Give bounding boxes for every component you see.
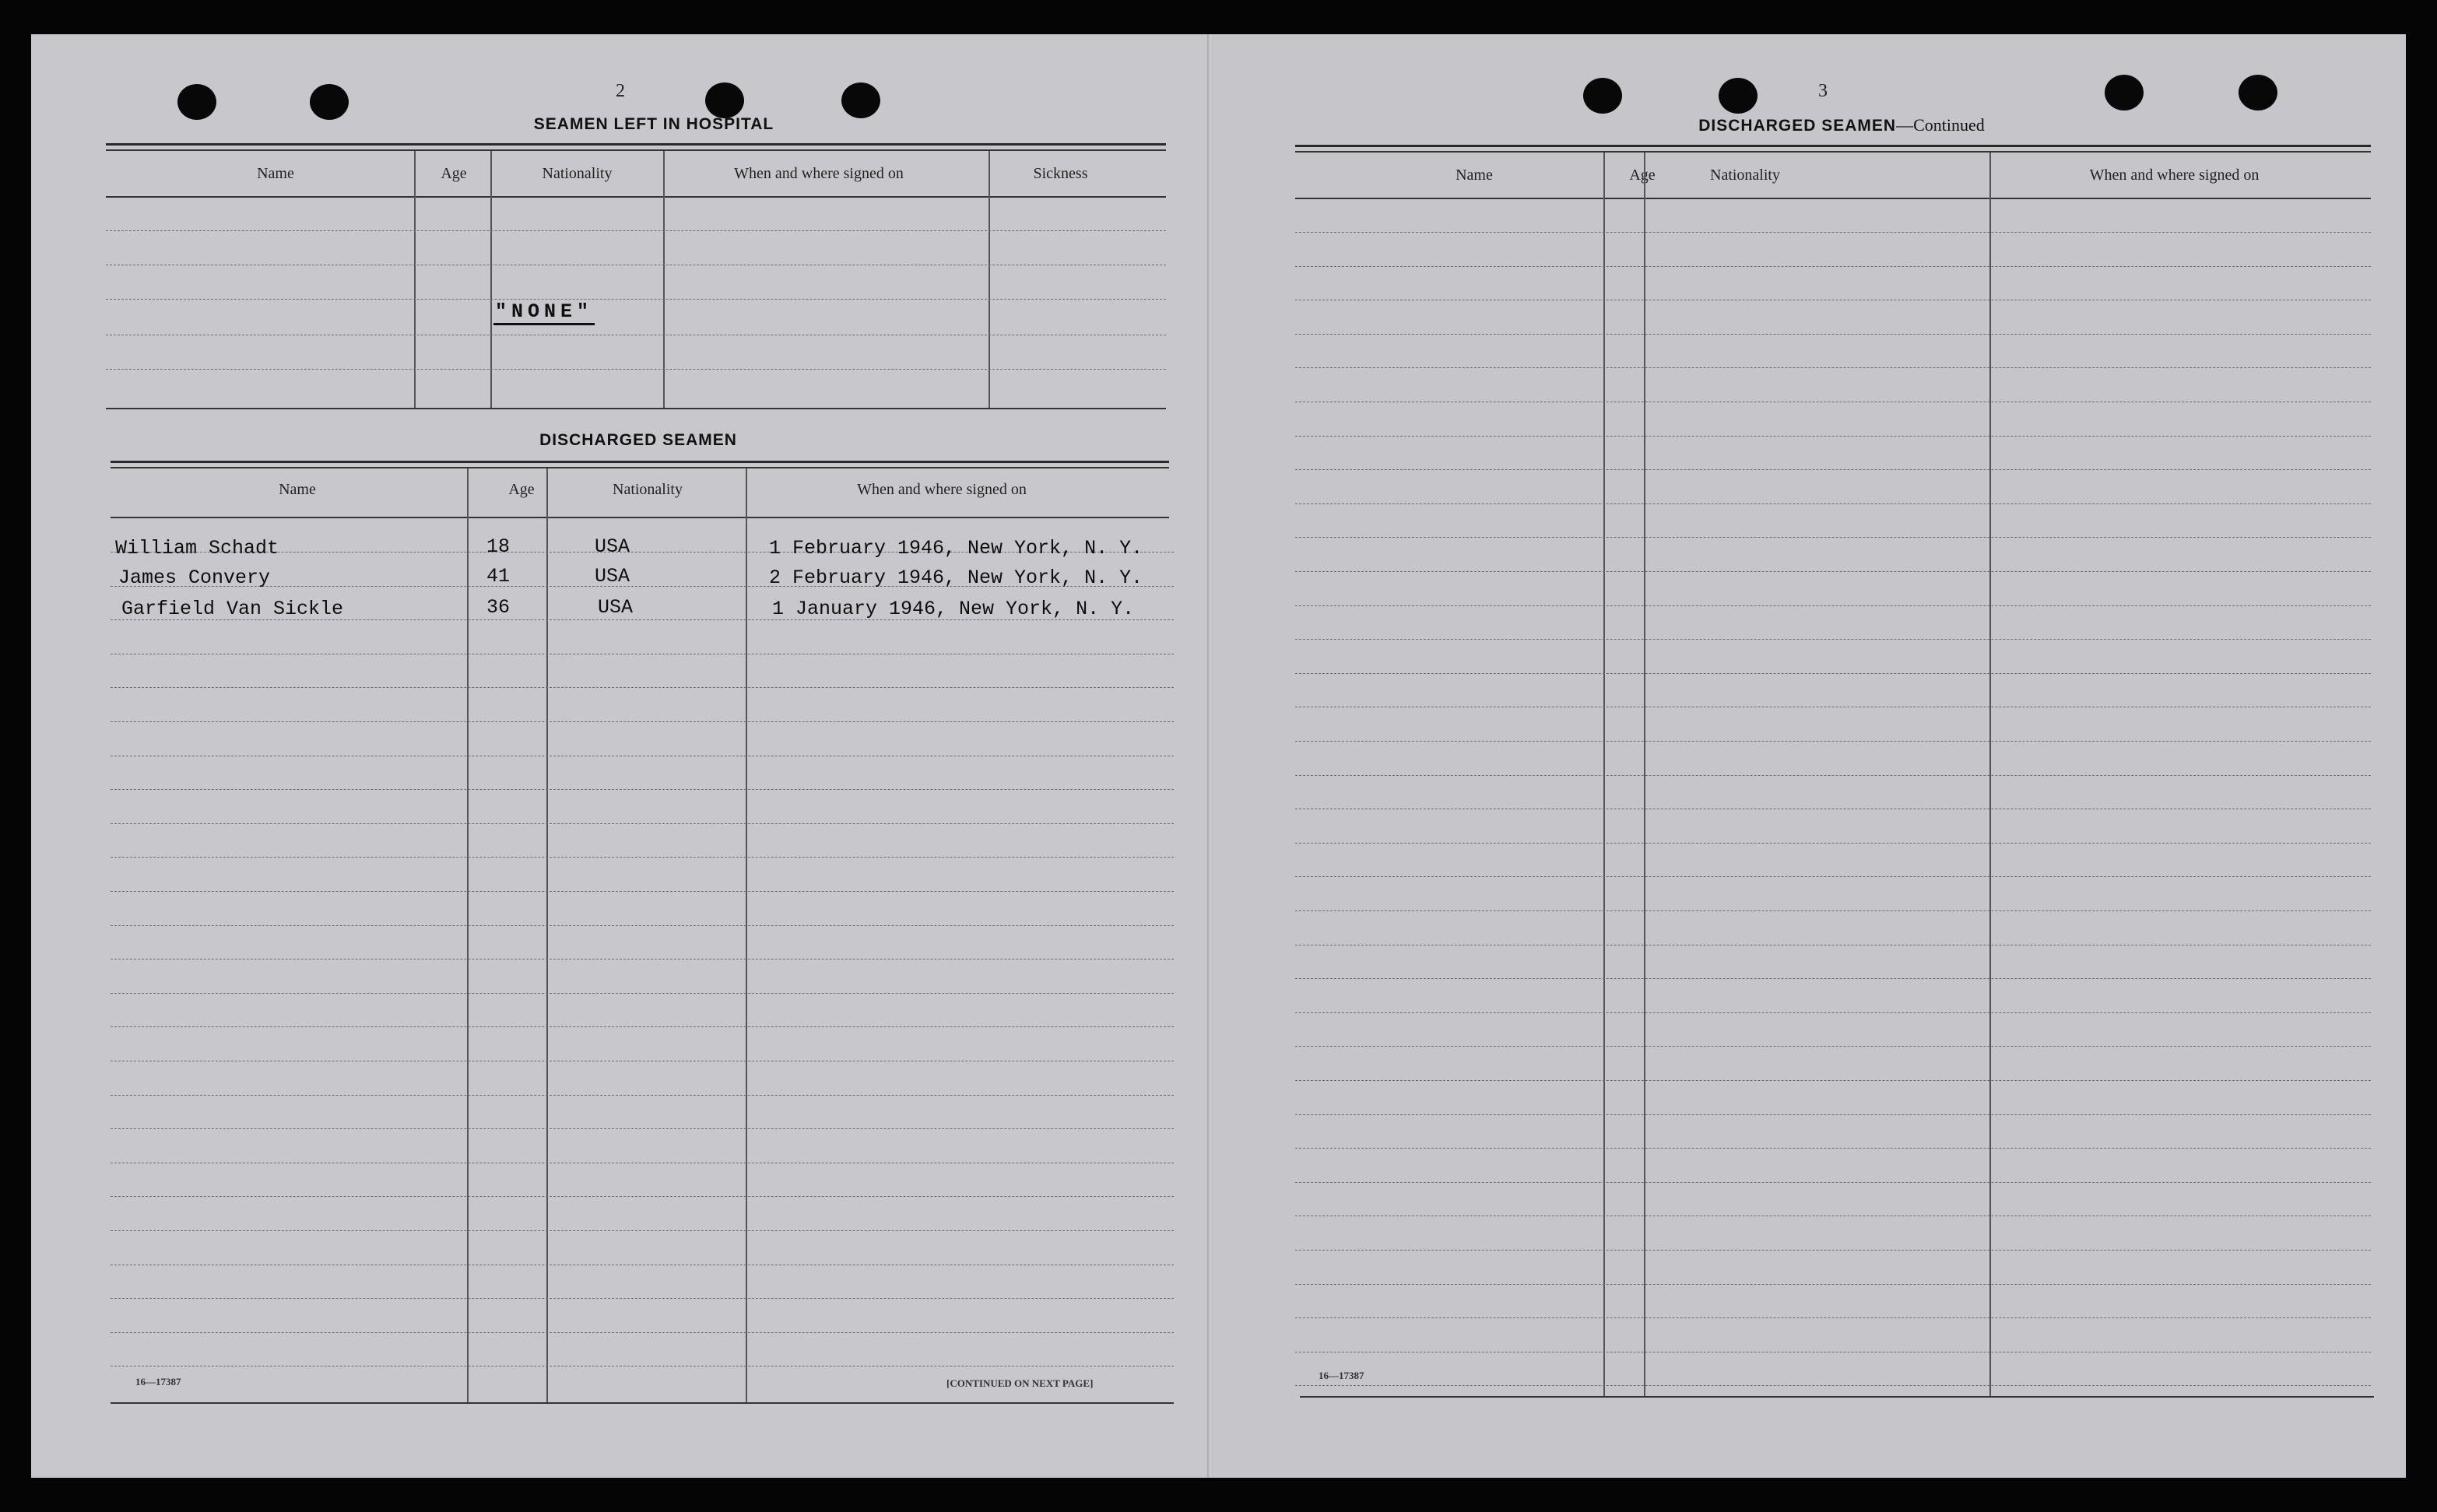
column-header-signed-on: When and where signed on bbox=[2089, 167, 2260, 184]
row-rule bbox=[1295, 367, 2371, 368]
row-rule bbox=[111, 823, 1174, 824]
binder-hole bbox=[705, 82, 744, 118]
table-top-rule bbox=[1295, 145, 2371, 147]
seaman-signed-on: 1 February 1946, New York, N. Y. bbox=[769, 537, 1143, 560]
row-rule bbox=[1295, 843, 2371, 844]
column-header-age: Age bbox=[441, 165, 467, 182]
row-rule bbox=[1295, 469, 2371, 470]
column-header-sickness: Sickness bbox=[1033, 165, 1088, 182]
row-rule bbox=[1295, 1182, 2371, 1183]
binder-hole bbox=[2105, 75, 2144, 111]
row-rule bbox=[111, 789, 1174, 790]
column-divider bbox=[546, 468, 548, 1402]
discharged-continued-title bbox=[1569, 115, 2114, 135]
row-rule bbox=[1295, 1114, 2371, 1115]
column-header-name: Name bbox=[1456, 167, 1493, 184]
row-rule bbox=[111, 1026, 1174, 1027]
seaman-name: William Schadt bbox=[115, 537, 279, 560]
page-number: 2 bbox=[616, 81, 625, 101]
header-rule bbox=[106, 196, 1166, 198]
table-top-rule bbox=[111, 467, 1169, 468]
row-rule bbox=[1295, 571, 2371, 572]
column-header-age: Age bbox=[508, 481, 535, 498]
row-rule bbox=[1295, 1317, 2371, 1318]
table-bottom-rule bbox=[1300, 1396, 2374, 1398]
row-rule bbox=[1295, 741, 2371, 742]
discharged-section-title: DISCHARGED SEAMEN bbox=[539, 431, 737, 449]
row-rule bbox=[111, 891, 1174, 892]
row-rule bbox=[106, 230, 1166, 231]
row-rule bbox=[1295, 1012, 2371, 1013]
binder-hole bbox=[177, 84, 216, 120]
seaman-name: Garfield Van Sickle bbox=[121, 598, 344, 620]
seaman-nationality: USA bbox=[598, 596, 634, 619]
column-divider bbox=[746, 468, 747, 1402]
column-header-nationality: Nationality bbox=[613, 481, 683, 498]
column-header-name: Name bbox=[257, 165, 294, 182]
row-rule bbox=[1295, 1148, 2371, 1149]
title-text: DISCHARGED SEAMEN bbox=[1698, 117, 1897, 135]
header-rule bbox=[111, 517, 1169, 518]
row-rule bbox=[1295, 605, 2371, 606]
row-rule bbox=[111, 1298, 1174, 1299]
row-rule bbox=[1295, 334, 2371, 335]
table-top-rule bbox=[106, 143, 1166, 146]
table-bottom-rule bbox=[111, 1402, 1174, 1404]
column-divider bbox=[467, 468, 469, 1402]
row-rule bbox=[1295, 266, 2371, 267]
none-stamp: "NONE" bbox=[493, 300, 595, 325]
column-header-nationality: Nationality bbox=[1710, 167, 1780, 184]
seaman-signed-on: 1 January 1946, New York, N. Y. bbox=[772, 598, 1135, 620]
binder-hole bbox=[1583, 78, 1622, 114]
row-rule bbox=[106, 369, 1166, 370]
row-rule bbox=[111, 857, 1174, 858]
column-header-nationality: Nationality bbox=[542, 165, 613, 182]
right-page bbox=[1211, 34, 2406, 1478]
row-rule bbox=[1295, 537, 2371, 538]
row-rule bbox=[111, 1230, 1174, 1231]
row-rule bbox=[111, 1196, 1174, 1197]
row-rule bbox=[1295, 775, 2371, 776]
row-rule bbox=[1295, 503, 2371, 504]
column-header-name: Name bbox=[279, 481, 316, 498]
binder-hole bbox=[2239, 75, 2277, 111]
row-rule bbox=[111, 925, 1174, 926]
row-rule bbox=[1295, 673, 2371, 674]
binder-hole bbox=[841, 82, 880, 118]
seaman-nationality: USA bbox=[595, 535, 630, 558]
form-number: 16—17387 bbox=[1319, 1370, 1364, 1381]
row-rule bbox=[1295, 436, 2371, 437]
row-rule bbox=[1295, 232, 2371, 233]
form-number: 16—17387 bbox=[135, 1376, 181, 1387]
seaman-age: 18 bbox=[486, 535, 511, 558]
seaman-name: James Convery bbox=[118, 567, 271, 589]
column-header-signed-on: When and where signed on bbox=[857, 481, 1027, 498]
row-rule bbox=[106, 299, 1166, 300]
column-header-signed-on: When and where signed on bbox=[734, 165, 904, 182]
row-rule bbox=[111, 1332, 1174, 1333]
column-header-age: Age bbox=[1629, 167, 1656, 184]
table-top-rule bbox=[106, 149, 1166, 151]
hospital-section-title: SEAMEN LEFT IN HOSPITAL bbox=[533, 115, 774, 133]
row-rule bbox=[111, 721, 1174, 722]
left-page bbox=[31, 34, 1211, 1478]
seaman-age: 36 bbox=[486, 596, 511, 619]
row-rule bbox=[1295, 910, 2371, 911]
table-top-rule bbox=[111, 461, 1169, 463]
seaman-age: 41 bbox=[486, 565, 511, 588]
row-rule bbox=[111, 1128, 1174, 1129]
row-rule bbox=[1295, 1385, 2371, 1386]
row-rule bbox=[111, 687, 1174, 688]
page-number: 3 bbox=[1818, 81, 1828, 101]
continued-note: [CONTINUED ON NEXT PAGE] bbox=[946, 1377, 1094, 1389]
row-rule bbox=[1295, 978, 2371, 979]
binder-hole bbox=[310, 84, 349, 120]
row-rule bbox=[1295, 1250, 2371, 1251]
seaman-signed-on: 2 February 1946, New York, N. Y. bbox=[769, 567, 1143, 589]
seaman-nationality: USA bbox=[595, 565, 630, 588]
row-rule bbox=[1295, 1046, 2371, 1047]
row-rule bbox=[1295, 639, 2371, 640]
row-rule bbox=[1295, 876, 2371, 877]
row-rule bbox=[1295, 1080, 2371, 1081]
title-suffix: —Continued bbox=[1896, 115, 1985, 135]
header-rule bbox=[1295, 198, 2371, 199]
binder-hole bbox=[1719, 78, 1758, 114]
row-rule bbox=[111, 993, 1174, 994]
table-top-rule bbox=[1295, 151, 2371, 153]
row-rule bbox=[111, 1095, 1174, 1096]
row-rule bbox=[1295, 1284, 2371, 1285]
table-bottom-rule bbox=[106, 408, 1166, 409]
